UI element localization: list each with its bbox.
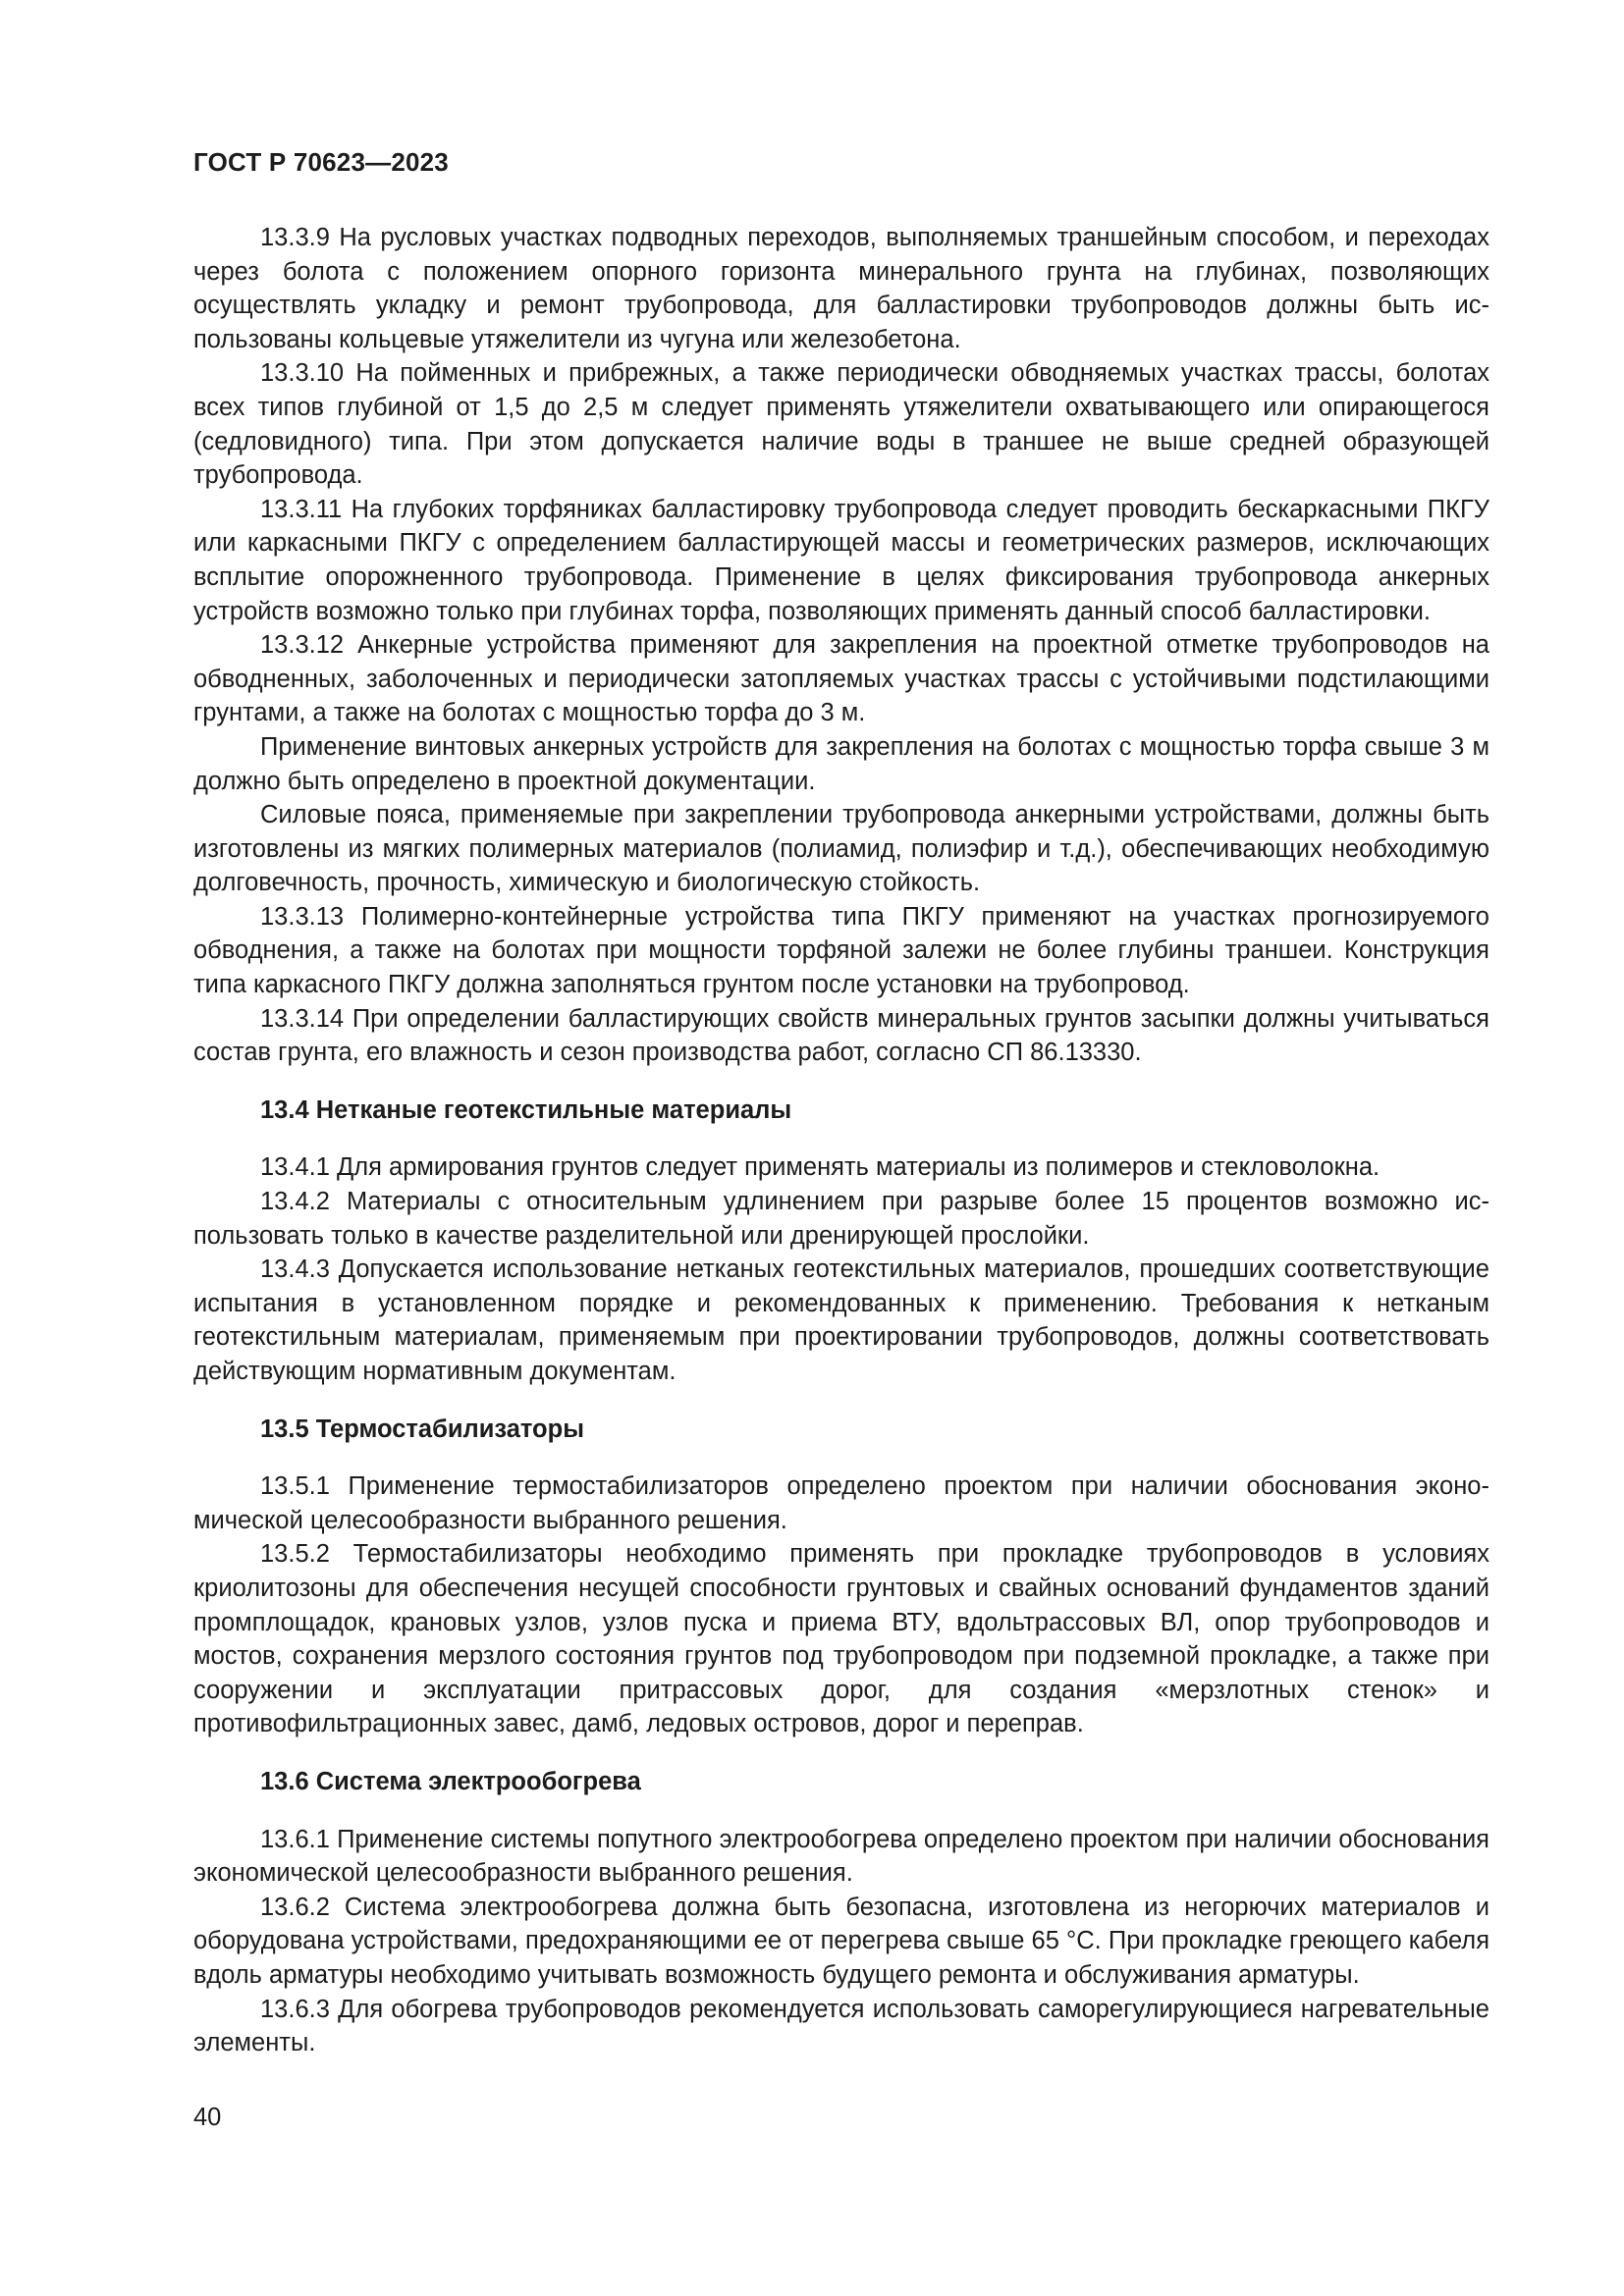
document-body [193, 221, 1489, 2060]
paragraph-13-3-9: 13.3.9 На русловых участках подводных переходов, выполняемых траншейным способом, и переходах через болота с положением опорного горизонта минерального грунта на глубинах, позволяющих осуществлять укладку и ремонт трубопровода, для балластировки трубопроводов должны быть использованы кольцевые утяжелители из чугуна или железобетона. [193, 224, 1489, 353]
section-heading-13-4: 13.4 Нетканые геотекстильные материалы [260, 1095, 792, 1124]
paragraph-13-4-1: 13.4.1 Для армирования грунтов следует применять материалы из полимеров и стекловолокна. [260, 1153, 1380, 1182]
section-heading-13-6: 13.6 Система электрообогрева [260, 1767, 641, 1795]
paragraph-13-3-10: 13.3.10 На пойменных и прибрежных, а также периодически обводняемых участках трассы, болотах всех типов глубиной от 1,5 до 2,5 м следует применять утяжелители охватывающего или опирающегося (седловидного) типа. При этом допускается наличие воды в траншее не выше средней образующей трубопровода. [193, 359, 1489, 490]
paragraph-13-6-2: 13.6.2 Система электрообогрева должна быть безопасна, изготовлена из негорючих материалов и оборудована устройствами, предохраняющими ее от перегрева свыше 65 °С. При прокладке греющего кабеля вдоль арматуры необходимо учитывать возможность будущего ремонта и обслуживания арматуры. [193, 1893, 1489, 1989]
page-number: 40 [193, 2104, 222, 2131]
paragraph-13-6-1: 13.6.1 Применение системы попутного электрообогрева определено проектом при наличии обоснования экономической целесообразности выбранного решения. [193, 1825, 1489, 1888]
document-header: ГОСТ Р 70623—2023 [193, 147, 449, 177]
paragraph-13-3-12: 13.3.12 Анкерные устройства применяют для закрепления на проектной отметке трубопроводов на обводненных, заболоченных и периодически затопляемых участках трассы с устойчивыми подстилающими грунтами, а также на болотах с мощностью торфа до 3 м. [193, 631, 1489, 727]
paragraph-13-6-3: 13.6.3 Для обогрева трубопроводов рекомендуется использовать саморегулирующиеся нагревательные элементы. [193, 1995, 1489, 2057]
section-heading-13-5: 13.5 Термостабилизаторы [260, 1415, 584, 1443]
paragraph-13-3-11: 13.3.11 На глубоких торфяниках балластировку трубопровода следует проводить бескаркасными ПКГУ или каркасными ПКГУ с определением балластирующей массы и геометрических размеров, исключающих всплытие опорожненного трубопровода. Применение в целях фиксирования трубопровода анкерных устройств возможно только при глубинах торфа, позволяющих применять данный способ балластировки. [193, 495, 1489, 625]
paragraph-13-5-1: 13.5.1 Применение термостабилизаторов определено проектом при наличии обоснования экономической целесообразности выбранного решения. [193, 1472, 1489, 1534]
paragraph-13-4-2: 13.4.2 Материалы с относительным удлинением при разрыве более 15 процентов возможно использовать только в качестве разделительной или дренирующей прослойки. [193, 1188, 1489, 1250]
paragraph-13-3-12-power-belts: Силовые пояса, применяемые при закреплении трубопровода анкерными устройствами, должны быть изготовлены из мягких полимерных материалов (полиамид, полиэфир и т.д.), обеспечивающих необходимую долговечность, прочность, химическую и биологическую стойкость. [193, 801, 1489, 897]
paragraph-13-3-12-screw-anchors: Применение винтовых анкерных устройств для закрепления на болотах с мощностью торфа свыше 3 м должно быть определено в проектной документации. [193, 732, 1489, 795]
paragraph-13-5-2: 13.5.2 Термостабилизаторы необходимо применять при прокладке трубопроводов в условиях криолитозоны для обеспечения несущей способности грунтовых и свайных оснований фундаментов зданий промплощадок, крановых узлов, узлов пуска и приема ВТУ, вдольтрассовых ВЛ, опор трубопроводов и мостов, сохранения мерзлого состояния грунтов под трубопроводом при подземной прокладке, а также при сооружении и эксплуатации притрассовых дорог, для создания «мерзлотных стенок» и противофильтрационных завес, дамб, ледовых островов, дорог и переправ. [193, 1540, 1489, 1738]
paragraph-13-3-13: 13.3.13 Полимерно-контейнерные устройства типа ПКГУ применяют на участках прогнозируемого обводнения, а также на болотах при мощности торфяной залежи не более глубины траншеи. Конструкция типа каркасного ПКГУ должна заполняться грунтом после установки на трубопровод. [193, 902, 1489, 999]
paragraph-13-3-14: 13.3.14 При определении балластирующих свойств минеральных грунтов засыпки должны учитываться состав грунта, его влажность и сезон производства работ, согласно СП 86.13330. [193, 1004, 1489, 1067]
paragraph-13-4-3: 13.4.3 Допускается использование нетканых геотекстильных материалов, прошедших соответствующие испытания в установленном порядке и рекомендованных к применению. Требования к нетканым геотекстильным материалам, применяемым при проектировании трубопроводов, должны соответствовать действующим нормативным документам. [193, 1255, 1489, 1385]
